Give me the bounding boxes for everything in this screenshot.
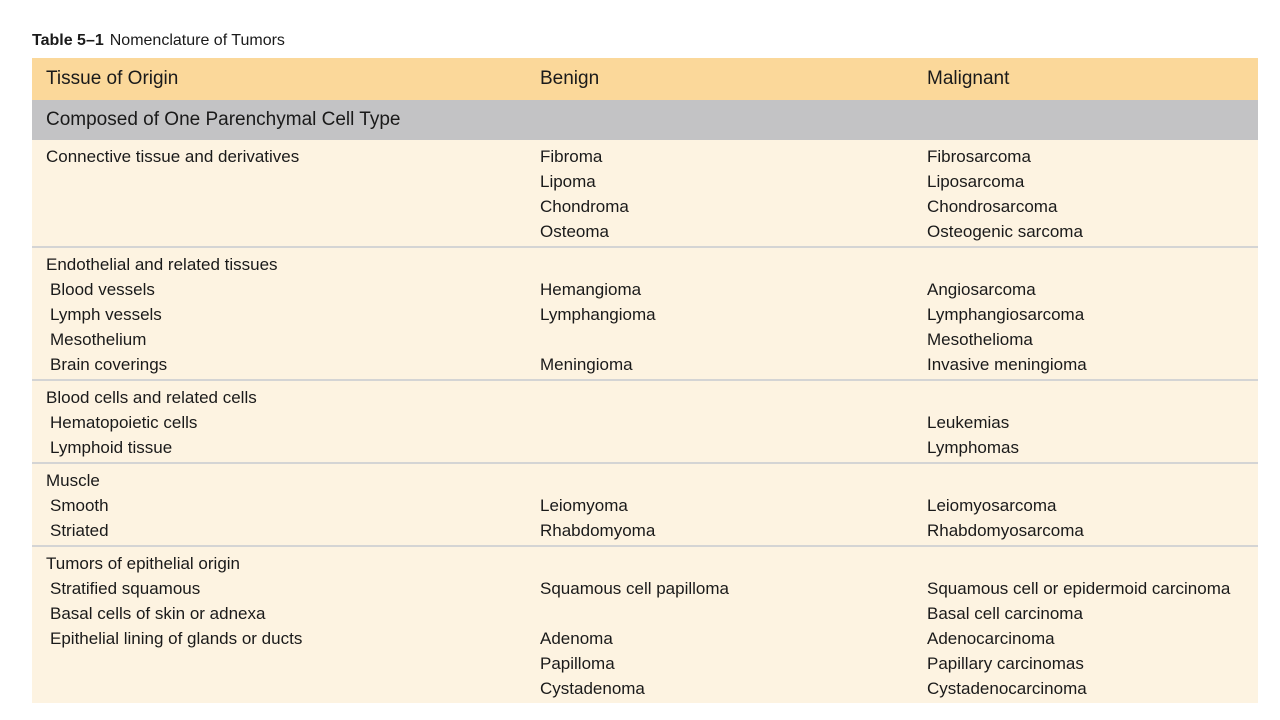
cell-malignant: Fibrosarcoma xyxy=(927,147,1031,166)
table-row xyxy=(32,651,1258,676)
cell-benign xyxy=(526,410,913,435)
table-group xyxy=(32,381,1258,464)
table-group xyxy=(32,547,1258,703)
table-row xyxy=(32,302,1258,327)
table-row xyxy=(32,219,1258,244)
cell-malignant xyxy=(913,252,1258,277)
cell-malignant: Mesothelioma xyxy=(927,330,1033,349)
cell-malignant: Rhabdomyosarcoma xyxy=(927,521,1084,540)
cell-tissue: Smooth xyxy=(50,496,109,515)
cell-malignant xyxy=(913,385,1258,410)
document-page xyxy=(32,28,1258,703)
cell-tissue: Endothelial and related tissues xyxy=(46,255,278,274)
cell-tissue: Striated xyxy=(50,521,109,540)
table-row xyxy=(32,410,1258,435)
cell-benign: Adenoma xyxy=(540,629,613,648)
table-row xyxy=(32,327,1258,352)
table-row xyxy=(32,518,1258,543)
table-row xyxy=(32,352,1258,377)
cell-tissue: Blood vessels xyxy=(50,280,155,299)
table-group xyxy=(32,248,1258,381)
cell-malignant: Liposarcoma xyxy=(927,172,1025,191)
cell-benign: Squamous cell papilloma xyxy=(540,579,729,598)
cell-malignant: Osteogenic sarcoma xyxy=(927,222,1083,241)
cell-malignant: Angiosarcoma xyxy=(927,280,1036,299)
table-row xyxy=(32,601,1258,626)
section-header: Composed of One Parenchymal Cell Type xyxy=(32,100,1258,140)
cell-tissue: Mesothelium xyxy=(50,330,147,349)
cell-benign: Leiomyoma xyxy=(540,496,628,515)
table-header xyxy=(32,58,1258,100)
cell-benign xyxy=(526,435,913,460)
cell-tissue: Connective tissue and derivatives xyxy=(46,147,300,166)
cell-tissue xyxy=(32,194,526,219)
cell-benign: Meningioma xyxy=(540,355,633,374)
table-row xyxy=(32,493,1258,518)
cell-benign xyxy=(526,551,913,576)
cell-malignant: Lymphomas xyxy=(927,438,1019,457)
cell-benign: Osteoma xyxy=(540,222,609,241)
cell-tissue xyxy=(32,169,526,194)
table-group xyxy=(32,140,1258,248)
cell-tissue: Basal cells of skin or adnexa xyxy=(50,604,266,623)
table-row xyxy=(32,468,1258,493)
table-title: Nomenclature of Tumors xyxy=(109,32,285,49)
cell-tissue xyxy=(32,219,526,244)
header-malignant: Malignant xyxy=(927,68,1010,89)
cell-tissue: Epithelial lining of glands or ducts xyxy=(50,629,303,648)
cell-malignant: Leiomyosarcoma xyxy=(927,496,1057,515)
cell-tissue: Muscle xyxy=(46,471,100,490)
cell-malignant: Basal cell carcinoma xyxy=(927,604,1083,623)
cell-benign: Fibroma xyxy=(540,147,603,166)
nomenclature-table xyxy=(32,58,1258,703)
table-row xyxy=(32,626,1258,651)
table-row xyxy=(32,252,1258,277)
table-caption xyxy=(32,28,1258,58)
cell-benign xyxy=(526,252,913,277)
table-row xyxy=(32,385,1258,410)
header-tissue-of-origin: Tissue of Origin xyxy=(46,68,179,89)
cell-tissue: Lymph vessels xyxy=(50,305,162,324)
cell-benign xyxy=(526,601,913,626)
cell-malignant: Chondrosarcoma xyxy=(927,197,1058,216)
cell-benign: Lymphangioma xyxy=(540,305,656,324)
cell-benign xyxy=(526,468,913,493)
cell-malignant: Squamous cell or epidermoid carcinoma xyxy=(927,579,1231,598)
table-row xyxy=(32,277,1258,302)
cell-tissue: Brain coverings xyxy=(50,355,168,374)
cell-benign: Cystadenoma xyxy=(540,679,645,698)
cell-malignant: Papillary carcinomas xyxy=(927,654,1084,673)
cell-tissue xyxy=(32,676,526,701)
cell-benign xyxy=(526,327,913,352)
cell-benign: Papilloma xyxy=(540,654,615,673)
cell-tissue: Hematopoietic cells xyxy=(50,413,198,432)
table-group xyxy=(32,464,1258,547)
table-row xyxy=(32,169,1258,194)
cell-tissue: Lymphoid tissue xyxy=(50,438,173,457)
table-number: Table 5–1 xyxy=(32,32,104,49)
cell-malignant xyxy=(913,551,1258,576)
table-row xyxy=(32,435,1258,460)
cell-tissue: Stratified squamous xyxy=(50,579,201,598)
table-row xyxy=(32,576,1258,601)
cell-benign: Chondroma xyxy=(540,197,629,216)
cell-benign xyxy=(526,385,913,410)
cell-benign: Rhabdomyoma xyxy=(540,521,656,540)
cell-tissue: Tumors of epithelial origin xyxy=(46,554,241,573)
cell-benign: Lipoma xyxy=(540,172,596,191)
header-benign: Benign xyxy=(540,68,600,89)
cell-malignant: Invasive meningioma xyxy=(927,355,1087,374)
cell-malignant xyxy=(913,468,1258,493)
table-row xyxy=(32,676,1258,701)
cell-malignant: Cystadenocarcinoma xyxy=(927,679,1087,698)
cell-tissue: Blood cells and related cells xyxy=(46,388,257,407)
table-row xyxy=(32,194,1258,219)
cell-malignant: Lymphangiosarcoma xyxy=(927,305,1085,324)
table-row xyxy=(32,144,1258,169)
cell-benign: Hemangioma xyxy=(540,280,642,299)
cell-tissue xyxy=(32,651,526,676)
cell-malignant: Leukemias xyxy=(927,413,1010,432)
cell-malignant: Adenocarcinoma xyxy=(927,629,1055,648)
table-row xyxy=(32,551,1258,576)
